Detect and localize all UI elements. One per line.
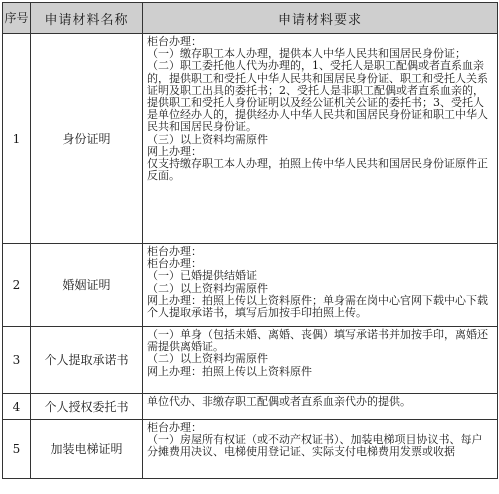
requirement-line: 柜台办理： (147, 257, 202, 271)
table-header (3, 3, 498, 34)
row-no: 1 (3, 34, 31, 244)
table-body (3, 34, 498, 479)
row-requirement (143, 420, 498, 479)
row-name: 个人提取承诺书 (31, 327, 143, 394)
requirement-line: （一）房屋所有权证（或不动产权证书）、加装电梯项目协议书、每户分摊费用决议、电梯使用登记证、实际支付电梯费用发票或收据 (147, 433, 483, 459)
requirement-line: 柜台办理： (147, 421, 202, 434)
row-no: 3 (3, 327, 31, 394)
row-name: 身份证明 (31, 34, 143, 244)
row-requirement (143, 394, 498, 420)
table-row (3, 244, 498, 327)
requirement-line: （二）以上资料均需原件 (147, 281, 268, 295)
requirement-line: （二）以上资料均需原件 (147, 352, 268, 366)
requirement-line: 网上办理：拍照上传以上资料原件 (147, 364, 312, 378)
requirement-line: 柜台办理： (147, 245, 202, 258)
requirement-line: 单位代办、非缴存职工配偶或者直系血亲代办的提供。 (147, 395, 411, 408)
table-row (3, 394, 498, 420)
requirement-line: 网上办理：拍照上传以上资料原件；单身需在岗中心官网下载中心下载个人提取承诺书，填写后加按手印拍照上传。 (147, 293, 488, 320)
requirement-line: （一）单身（包括未婚、离婚、丧偶）填写承诺书并加按手印，离婚还需提供离婚证。 (147, 328, 488, 354)
header-no: 序号 (3, 3, 31, 34)
requirement-line: （一）缴存职工本人办理，提供本人中华人民共和国居民身份证； (147, 47, 466, 61)
row-requirement (143, 327, 498, 394)
header-name: 申请材料名称 (31, 3, 143, 34)
row-requirement (143, 244, 498, 327)
row-no: 5 (3, 420, 31, 479)
requirement-line: （二）职工委托他人代为办理的，1、受托人是职工配偶或者直系血亲的，提供职工和受托人中华人民共和国居民身份证、职工和受托人关系证明及职工出具的委托书；2、受托人是非职工配偶或者直系血亲的，提供职工和受托人身份证明以及经公证机关公证的委托书；3、受托人是单位经办人的，提供经办人中华人民共和国居民身份证和职工中华人民共和国居民身份证。 (147, 59, 488, 134)
header-requirement: 申请材料要求 (143, 3, 498, 34)
table-row (3, 34, 498, 244)
requirement-line: （一）已婚提供结婚证 (147, 269, 257, 283)
table-row (3, 420, 498, 479)
row-requirement (143, 34, 498, 244)
row-name: 个人授权委托书 (31, 394, 143, 420)
header-row (3, 3, 498, 34)
application-materials-table (2, 2, 498, 479)
requirement-line: 网上办理： (147, 144, 202, 158)
requirement-line: 柜台办理： (147, 35, 202, 48)
table-row (3, 327, 498, 394)
row-name: 婚姻证明 (31, 244, 143, 327)
row-name: 加装电梯证明 (31, 420, 143, 479)
row-no: 4 (3, 394, 31, 420)
requirement-line: 仅支持缴存职工本人办理，拍照上传中华人民共和国居民身份证原件正反面。 (147, 157, 488, 183)
row-no: 2 (3, 244, 31, 327)
requirement-line: （三）以上资料均需原件 (147, 132, 268, 146)
